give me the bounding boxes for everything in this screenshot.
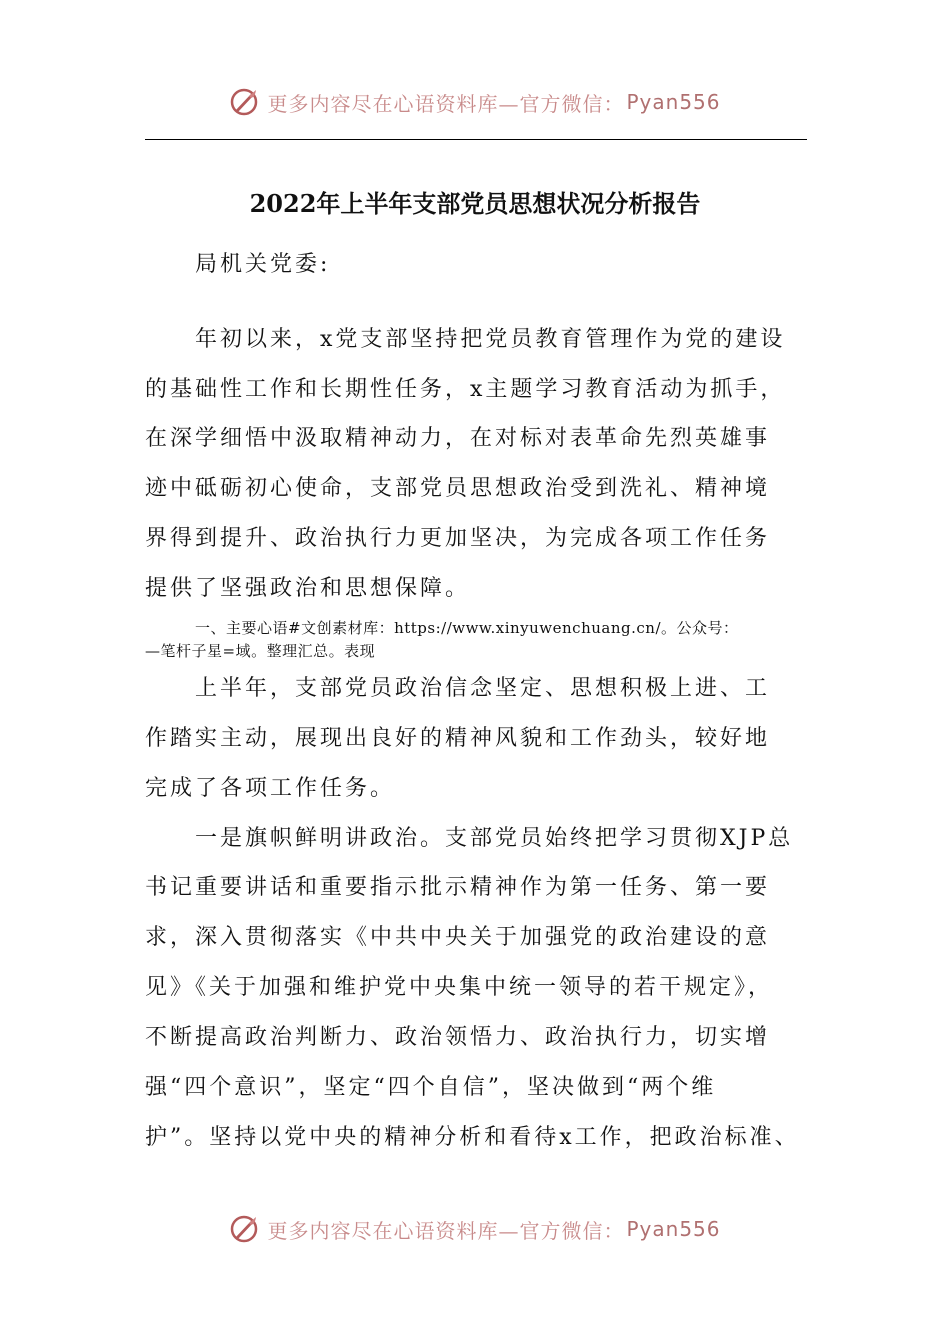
para2-line: 作踏实主动，展现出良好的精神风貌和工作劲头，较好地 [145,726,771,751]
watermark-wechat: Pyan556 [626,90,721,114]
para3-line: 护”。坚持以党中央的精神分析和看待x工作，把政治标准、 [145,1125,800,1150]
para1-line: 提供了坚强政治和思想保障。 [145,576,471,601]
watermark-text: 更多内容尽在心语资料库—官方微信： [267,91,625,116]
para1-line: 年初以来，x党支部坚持把党员教育管理作为党的建设 [195,327,786,352]
para3-line: 一是旗帜鲜明讲政治。支部党员始终把学习贯彻XJP总 [195,826,794,851]
salutation: 局机关党委: [195,252,331,277]
header-watermark [0,82,950,122]
document-title: 2022年上半年支部党员思想状况分析报告 [249,189,701,218]
para1-line: 迹中砥砺初心使命，支部党员思想政治受到洗礼、精神境 [145,476,771,501]
para2-line: 完成了各项工作任务。 [145,776,396,801]
para3-line: 书记重要讲话和重要指示批示精神作为第一任务、第一要 [145,875,771,900]
para3-line: 强“四个意识”，坚定“四个自信”，坚决做到“两个维 [145,1075,717,1100]
quill-logo-icon [229,87,259,117]
section-heading-line: 一、主要心语#文创素材库：https://www.xinyuwenchuang.cn/。公众号： [195,619,739,637]
watermark-wechat: Pyan556 [626,1217,721,1241]
watermark-text: 更多内容尽在心语资料库—官方微信： [267,1218,625,1243]
para1-line: 界得到提升、政治执行力更加坚决，为完成各项工作任务 [145,526,771,551]
para1-line: 在深学细悟中汲取精神动力，在对标对表革命先烈英雄事 [145,426,771,451]
para3-line: 求，深入贯彻落实《中共中央关于加强党的政治建设的意 [145,925,771,950]
para1-line: 的基础性工作和长期性任务，x主题学习教育活动为抓手， [145,377,786,402]
para3-line: 不断提高政治判断力、政治领悟力、政治执行力，切实增 [145,1025,771,1050]
footer-watermark [0,1209,950,1249]
header-rule [145,139,807,140]
quill-logo-icon [229,1214,259,1244]
para2-line: 上半年，支部党员政治信念坚定、思想积极上进、工 [195,676,771,701]
section-heading-line: —笔杆子星=域。整理汇总。表现 [145,642,376,660]
para3-line: 见》《关于加强和维护党中央集中统一领导的若干规定》， [145,975,774,1000]
